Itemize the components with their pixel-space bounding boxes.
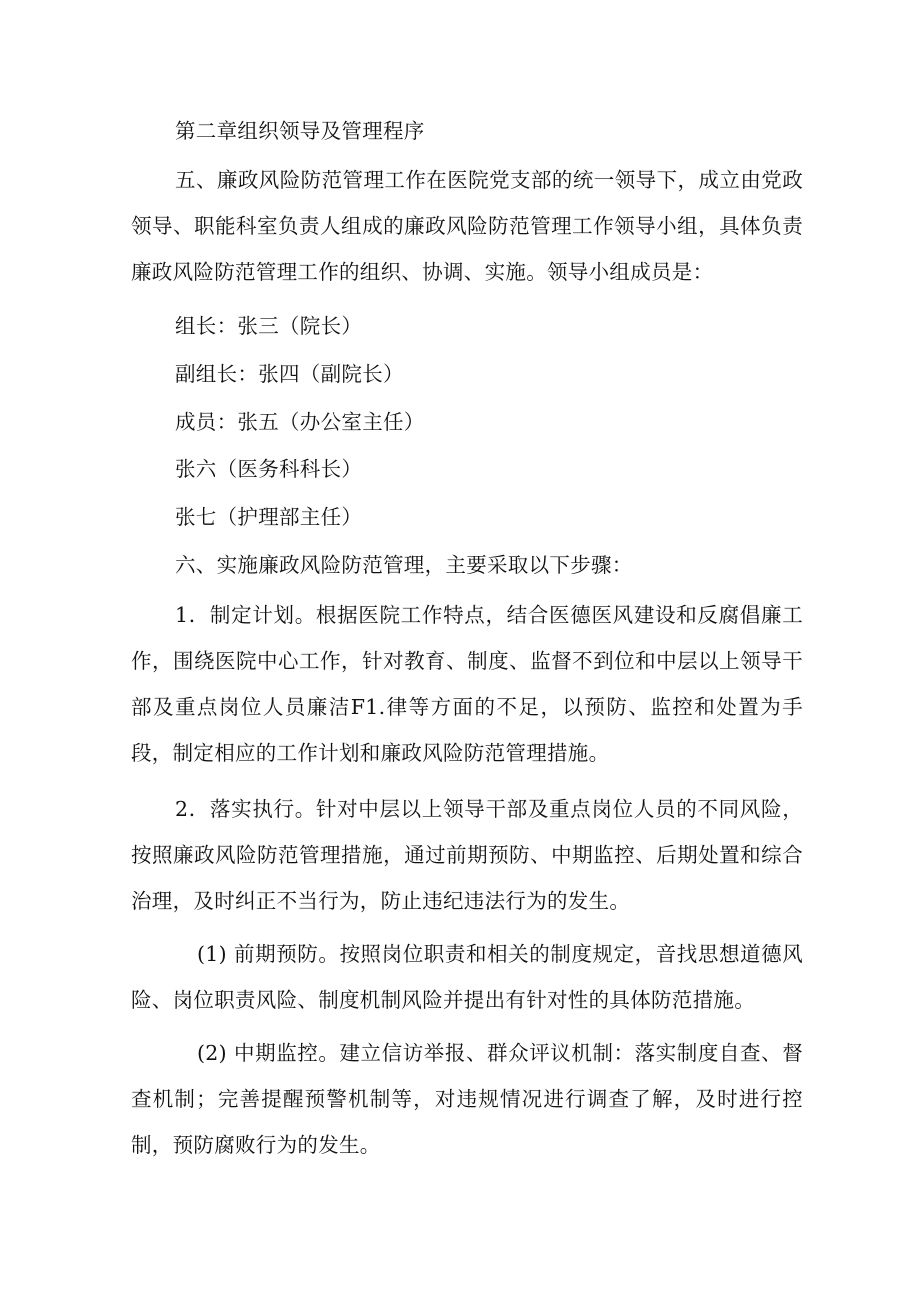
member-line-3: 张七（护理部主任）: [175, 505, 363, 529]
step-1-paragraph: 1．制定计划。根据医院工作特点，结合医德医风建设和反腐倡廉工作，围绕医院中心工作，针对教育、制度、监督不到位和中层以上领导干部及重点岗位人员廉洁F1.律等方面的不足，以预防、监控和处置为手段，制定相应的工作计划和廉政风险防范管理措施。: [131, 603, 803, 765]
sub-step-1-paragraph: (1) 前期预防。按照岗位职责和相关的制度规定，音找思想道德风险、岗位职责风险、制度机制风险并提出有针对性的具体防范措施。: [131, 942, 803, 1012]
paragraph-6: 六、实施廉政风险防范管理，主要采取以下步骤：: [175, 553, 633, 577]
member-line-1: 成员：张五（办公室主任）: [175, 410, 425, 434]
leader-line: 组长：张三（院长）: [175, 314, 363, 338]
step-2-paragraph: 2．落实执行。针对中层以上领导干部及重点岗位人员的不同风险，按照廉政风险防范管理措施，通过前期预防、中期监控、后期处置和综合治理，及时纠正不当行为，防止违纪违法行为的发生。: [131, 797, 803, 913]
deputy-leader-line: 副组长：张四（副院长）: [175, 362, 404, 386]
member-line-2: 张六（医务科科长）: [175, 457, 363, 481]
paragraph-5: 五、廉政风险防范管理工作在医院党支部的统一领导下，成立由党政领导、职能科室负责人组成的廉政风险防范管理工作领导小组，具体负责廉政风险防范管理工作的组织、协调、实施。领导小组成员是：: [131, 168, 803, 284]
sub-step-2-paragraph: (2) 中期监控。建立信访举报、群众评议机制：落实制度自查、督查机制；完善提醒预警机制等，对违规情况进行调查了解，及时进行控制，预防腐败行为的发生。: [131, 1041, 803, 1157]
chapter-title: 第二章组织领导及管理程序: [175, 119, 425, 143]
